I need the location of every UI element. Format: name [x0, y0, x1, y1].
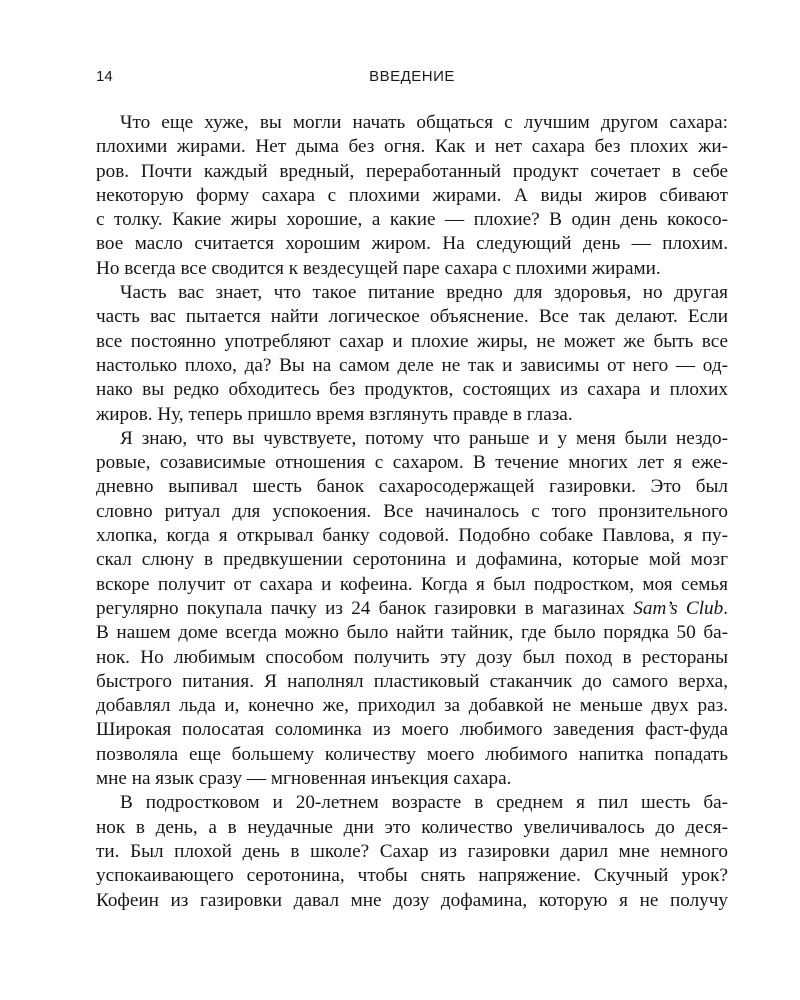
- text-line: Что еще хуже, вы могли начать общаться с лучшим другом сахара:: [120, 112, 728, 133]
- text-line: Кофеин из газировки давал мне дозу дофамина, которую я не получу: [96, 889, 728, 911]
- text-fragment: регулярно покупала пачку из 24 банок газировки в магазинах: [96, 597, 626, 619]
- running-head: ВВЕДЕНИЕ: [369, 68, 455, 85]
- text-line: позволяла еще большему количеству моего любимого напитка попадать: [96, 743, 728, 765]
- text-line: вое масло считается хорошим жиром. На следующий день — плохим.: [96, 233, 728, 255]
- text-line: плохими жирами. Нет дыма без огня. Как и нет сахара без плохих жи-: [96, 136, 728, 158]
- text-line: добавлял льда и, конечно же, приходил за добавкой не меньше двух раз.: [96, 695, 728, 717]
- text-line: словно ритуал для успокоения. Все начиналось с того пронзительного: [96, 500, 728, 522]
- text-line: хлопка, когда я открывал банку содовой. Подобно собаке Павлова, я пу-: [96, 525, 728, 547]
- paragraph: [96, 281, 728, 427]
- text-fragment: .: [723, 597, 729, 619]
- text-line: быстрого питания. Я наполнял пластиковый стаканчик до самого верха,: [96, 670, 728, 692]
- text-line: все постоянно употребляют сахар и плохие жиры, не может же быть все: [96, 330, 728, 352]
- text-line: дневно выпивал шесть банок сахаросодержащей газировки. Это был: [96, 476, 728, 498]
- text-line: успокаивающего серотонина, чтобы снять напряжение. Скучный урок?: [96, 865, 728, 887]
- text-line: вскоре получит от сахара и кофеина. Когда я был подростком, моя семья: [96, 573, 728, 595]
- text-line: с толку. Какие жиры хорошие, а какие — плохие? В один день кокосо-: [96, 209, 728, 231]
- text-line: В нашем доме всегда можно было найти тайник, где было порядка 50 ба-: [96, 622, 728, 644]
- text-line: В подростковом и 20-летнем возрасте в среднем я пил шесть ба-: [120, 792, 728, 814]
- text-line: нако вы редко обходитесь без продуктов, состоящих из сахара и плохих: [96, 379, 728, 401]
- text-line: ти. Был плохой день в школе? Сахар из газировки дарил мне немного: [96, 840, 728, 862]
- text-line: часть вас пытается найти логическое объяснение. Все так делают. Если: [96, 306, 728, 328]
- text-line: жиров. Ну, теперь пришло время взглянуть правде в глаза.: [96, 403, 573, 425]
- text-line: нок в день, а в неудачные дни это количество увеличивалось до деся-: [96, 816, 728, 838]
- text-line: ровые, созависимые отношения с сахаром. В течение многих лет я еже-: [96, 452, 728, 474]
- text-line: Но всегда все сводится к вездесущей паре сахара с плохими жирами.: [96, 257, 661, 279]
- body-text: [96, 111, 728, 913]
- text-line: скал слюну в предвкушении серотонина и дофамина, которые мой мозг: [96, 549, 728, 571]
- paragraph: [96, 791, 728, 912]
- text-line: настолько плохо, да? Вы на самом деле не так и зависимы от него — од-: [96, 354, 728, 376]
- text-line: нок. Но любимым способом получить эту дозу был поход в рестораны: [96, 646, 728, 668]
- text-line: Я знаю, что вы чувствуете, потому что раньше и у меня были нездо-: [120, 427, 728, 449]
- text-line: некоторую форму сахара с плохими жирами. А виды жиров сбивают: [96, 184, 728, 206]
- text-line-with-italic: [96, 597, 728, 621]
- text-line: ров. Почти каждый вредный, переработанный продукт сочетает в себе: [96, 160, 728, 182]
- page-header: [96, 68, 728, 92]
- text-line: Часть вас знает, что такое питание вредно для здоровья, но другая: [120, 282, 728, 304]
- store-name: Sam’s Club: [633, 597, 724, 619]
- text-line: мне на язык сразу — мгновенная инъекция сахара.: [96, 768, 512, 790]
- page-number: 14: [96, 68, 113, 85]
- text-line: Широкая полосатая соломинка из моего любимого заведения фаст-фуда: [96, 719, 728, 741]
- paragraph: [96, 427, 728, 791]
- paragraph: [96, 111, 728, 281]
